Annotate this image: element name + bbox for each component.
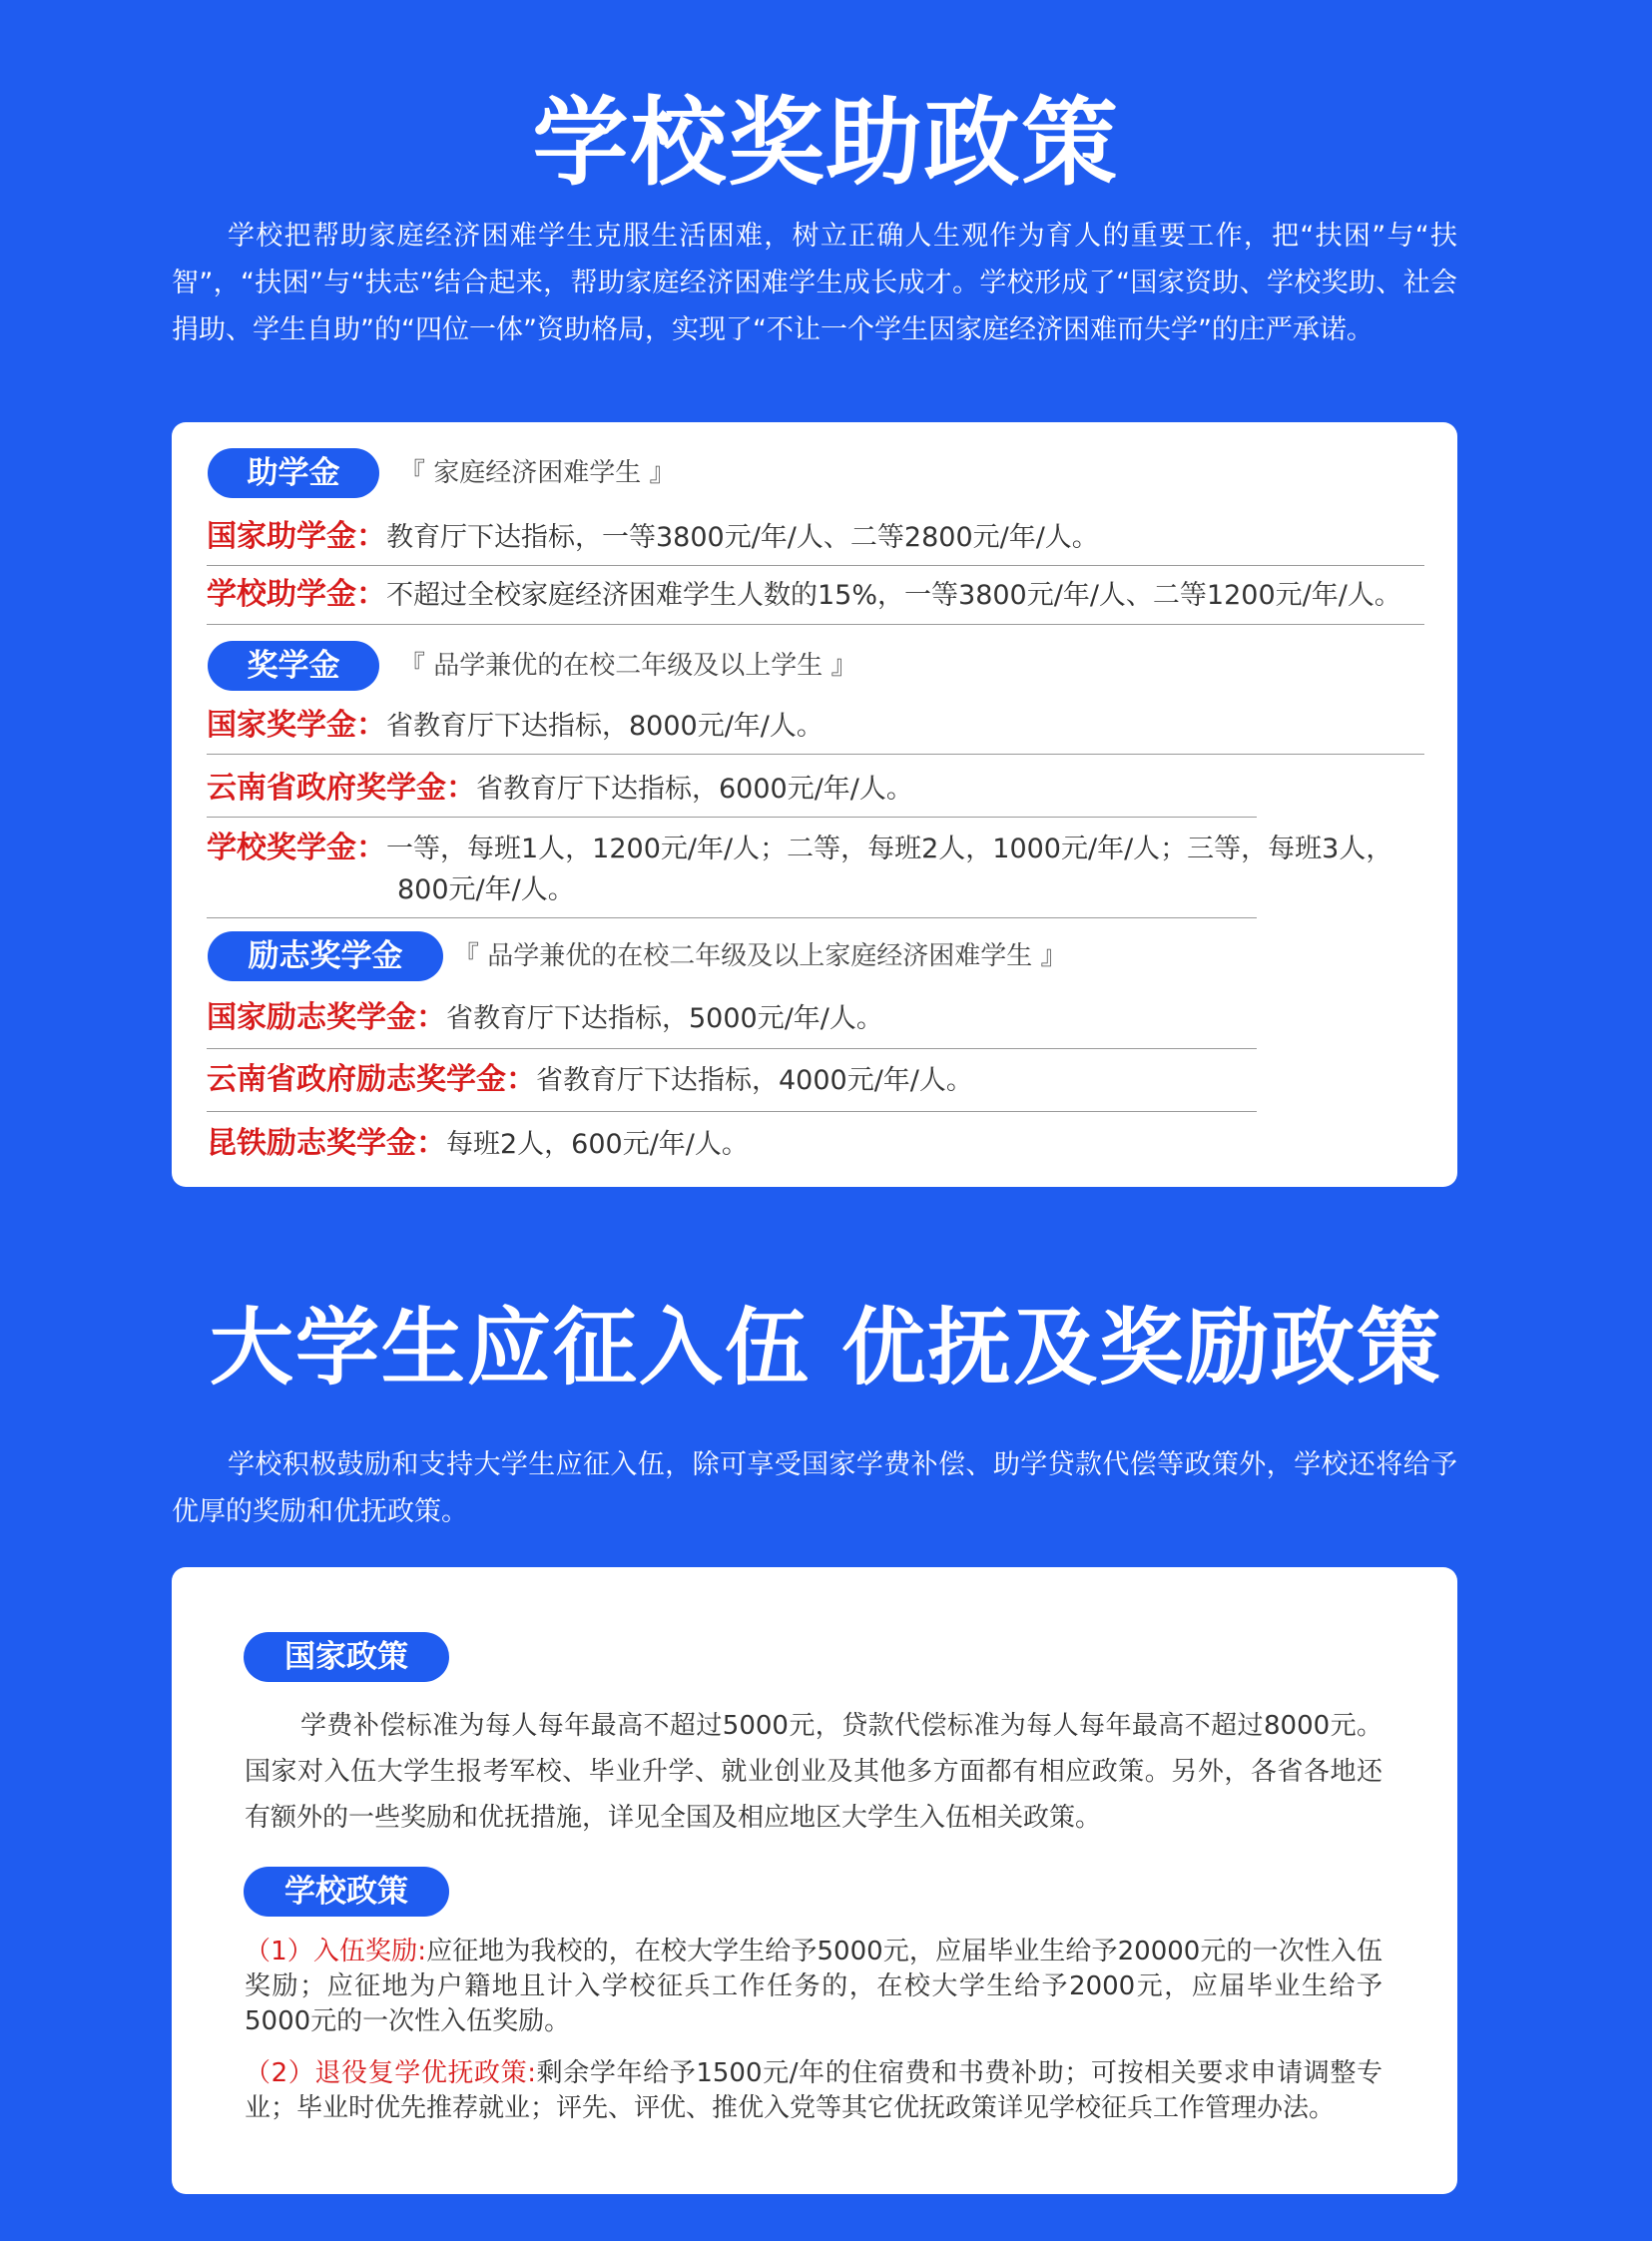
item-text: 每班2人，600元/年/人。 [446,1129,749,1160]
inspirational-note: 『 品学兼优的在校二年级及以上家庭经济困难学生 』 [453,941,1067,971]
list-item [207,828,1392,870]
item-label: 国家奖学金： [207,708,386,743]
divider [207,1111,1257,1112]
list-item [207,1059,973,1102]
policy-item-label: （2）退役复学优抚政策: [245,2058,537,2088]
pill-national-policy: 国家政策 [244,1632,449,1682]
pill-school-policy: 学校政策 [244,1867,449,1917]
policy-item-text: 剩余学年给予1500元/年的住宿费和书费补助；可按相关要求申请调整专业；毕业时优先推荐就业；评先、评优、推优入党等其它优抚政策详见学校征兵工作管理办法。 [245,2058,1382,2123]
divider [207,624,1424,625]
item-text-continued: 800元/年/人。 [397,874,575,905]
national-policy-text: 学费补偿标准为每人每年最高不超过5000元，贷款代偿标准为每人每年最高不超过8000元。国家对入伍大学生报考军校、毕业升学、就业创业及其他多方面都有相应政策。另外，各省各地还有额外的一些奖励和优抚措施，详见全国及相应地区大学生入伍相关政策。 [245,1711,1382,1833]
aid-policy-card [172,422,1457,1187]
item-label: 云南省政府奖学金： [207,771,476,806]
list-item [207,516,1099,559]
list-item [207,768,913,811]
item-label: 学校奖学金： [207,831,386,865]
pill-inspirational-scholarship: 励志奖学金 [208,931,443,981]
pill-grant: 助学金 [208,448,379,498]
item-text: 省教育厅下达指标，4000元/年/人。 [536,1065,973,1096]
policy-item-label: （1）入伍奖励: [245,1937,426,1966]
list-item [207,705,824,748]
divider [207,917,1257,918]
divider [207,817,1257,818]
divider [207,754,1424,755]
intro-paragraph: 学校把帮助家庭经济困难学生克服生活困难，树立正确人生观作为育人的重要工作，把“扶困”与“扶智”，“扶困”与“扶志”结合起来，帮助家庭经济困难学生成长成才。学校形成了“国家资助、学校奖助、社会捐助、学生自助”的“四位一体”资助格局，实现了“不让一个学生因家庭经济困难而失学”的庄严承诺。 [172,221,1457,345]
school-policy-item [245,2056,1382,2126]
list-item [207,997,883,1040]
scholarship-note: 『 品学兼优的在校二年级及以上学生 』 [399,651,857,681]
enlistment-policy-card [172,1567,1457,2194]
item-label: 昆铁励志奖学金： [207,1126,446,1161]
divider [207,1048,1257,1049]
section-title-enlistment: 大学生应征入伍 优抚及奖励政策 [209,1299,1443,1397]
grant-note: 『 家庭经济困难学生 』 [399,458,676,488]
page-title: 学校奖助政策 [532,87,1120,199]
item-label: 云南省政府励志奖学金： [207,1062,536,1097]
policy-item-text: 应征地为我校的，在校大学生给予5000元，应届毕业生给予20000元的一次性入伍奖励；应征地为户籍地且计入学校征兵工作任务的，在校大学生给予2000元，应届毕业生给予5000元的一次性入伍奖励。 [245,1937,1382,2036]
list-item [207,1123,749,1166]
item-label: 国家励志奖学金： [207,1000,446,1035]
pill-scholarship: 奖学金 [208,641,379,691]
enlistment-intro-paragraph: 学校积极鼓励和支持大学生应征入伍，除可享受国家学费补偿、助学贷款代偿等政策外，学校还将给予优厚的奖励和优抚政策。 [172,1449,1457,1527]
item-text: 省教育厅下达指标，6000元/年/人。 [476,774,913,805]
item-label: 国家助学金： [207,519,386,554]
item-label: 学校助学金： [207,577,386,612]
divider [207,565,1424,566]
item-text: 教育厅下达指标，一等3800元/年/人、二等2800元/年/人。 [386,522,1099,553]
list-item [207,574,1401,617]
item-text: 省教育厅下达指标，8000元/年/人。 [386,711,824,742]
item-text: 一等，每班1人，1200元/年/人；二等，每班2人，1000元/年/人；三等，每班3人， [386,834,1393,864]
school-policy-item [245,1935,1382,2039]
item-text: 省教育厅下达指标，5000元/年/人。 [446,1003,883,1034]
item-text: 不超过全校家庭经济困难学生人数的15%，一等3800元/年/人、二等1200元/年/人。 [386,580,1401,611]
